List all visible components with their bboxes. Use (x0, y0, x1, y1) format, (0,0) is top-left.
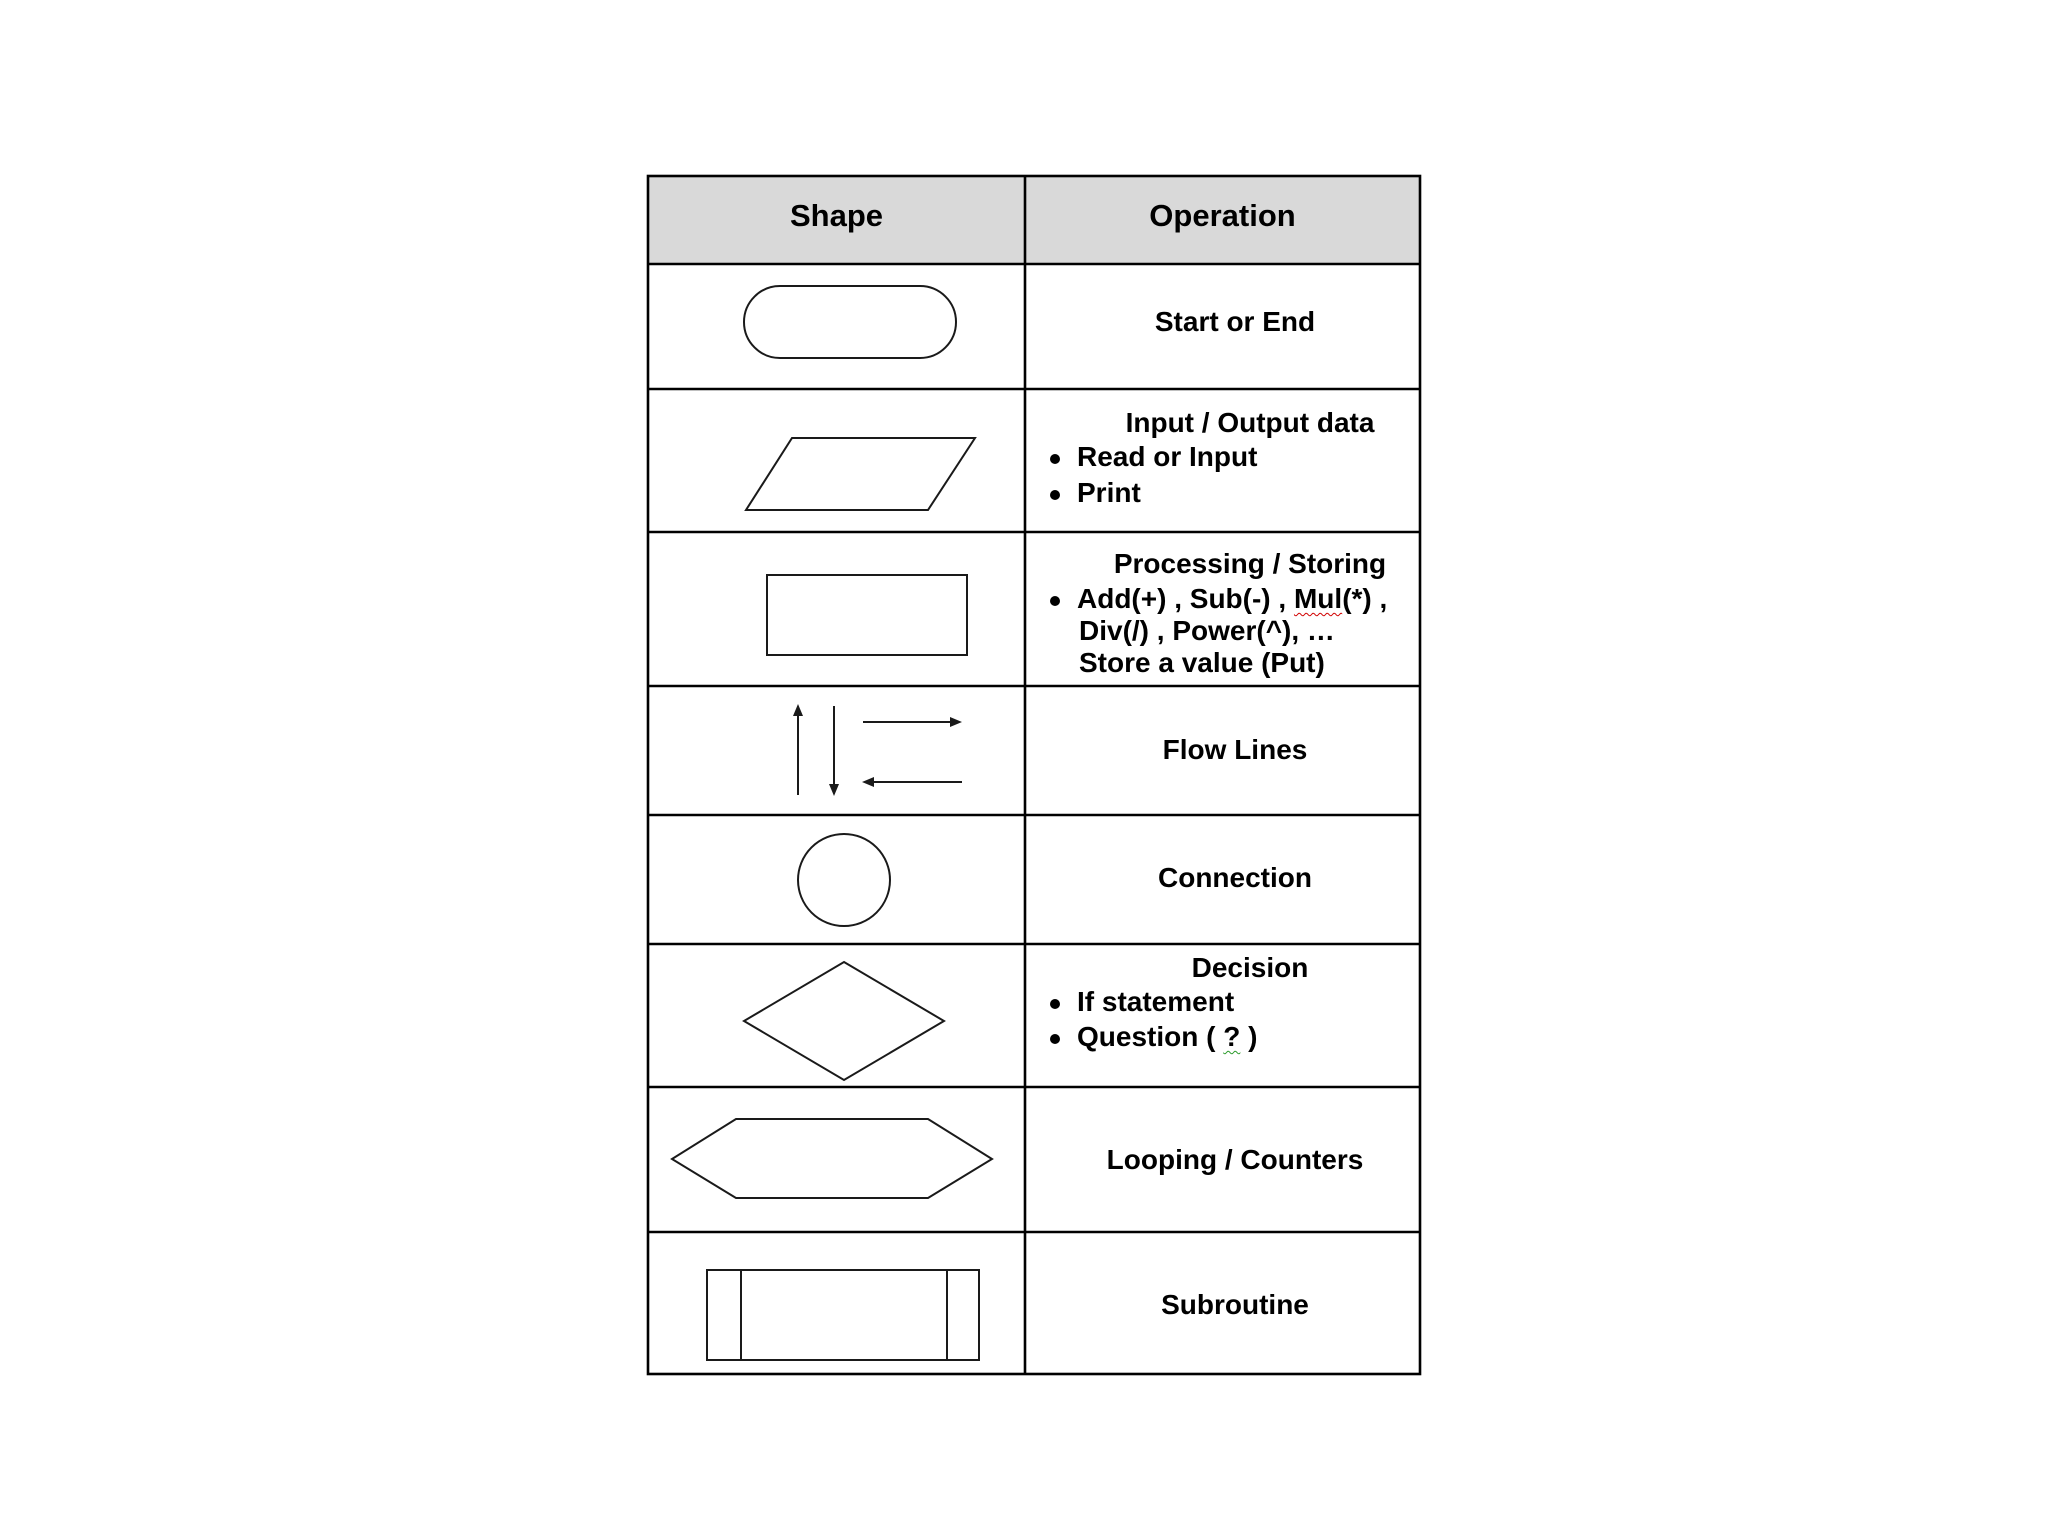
question-suffix: ) (1240, 1021, 1258, 1052)
continuation-store-value: Store a value (Put) (1079, 647, 1325, 678)
bullet-read-or-input: Read or Input (1077, 441, 1258, 472)
predefined-process-icon (707, 1270, 979, 1360)
question-prefix: Question ( (1077, 1021, 1224, 1052)
operation-looping-counters: Looping / Counters (1106, 1144, 1364, 1175)
bullet-print: Print (1077, 477, 1141, 508)
table-grid (648, 176, 1420, 1374)
hexagon-icon (672, 1119, 992, 1198)
parallelogram-icon (746, 438, 975, 510)
arith-prefix: Add(+) , Sub(-) , (1077, 583, 1294, 614)
flow-arrows-icon (793, 704, 962, 796)
operation-start-or-end: Start or End (1154, 306, 1316, 337)
spellcheck-question-mark: ? (1223, 1021, 1241, 1052)
operation-flow-lines: Flow Lines (1162, 734, 1308, 765)
bullet-dot (1050, 454, 1060, 464)
bullet-dot (1050, 999, 1060, 1009)
bullet-dot (1050, 490, 1060, 500)
operation-decision-title: Decision (1191, 952, 1309, 983)
diamond-icon (744, 962, 944, 1080)
header-operation: Operation (1149, 198, 1296, 233)
header-shape: Shape (789, 198, 884, 233)
arith-suffix: (*) , (1342, 583, 1388, 614)
bullet-arithmetic-ops (1077, 583, 1387, 615)
bullet-dot (1050, 596, 1060, 606)
bullet-question (1077, 1021, 1257, 1053)
terminator-oval-icon (744, 286, 956, 358)
operation-processing-storing-title: Processing / Storing (1113, 548, 1387, 579)
rectangle-icon (767, 575, 967, 655)
continuation-div-power: Div(/) , Power(^), … (1079, 615, 1335, 646)
operation-subroutine: Subroutine (1161, 1289, 1309, 1320)
operation-connection: Connection (1158, 862, 1312, 893)
spellcheck-mul: Mul (1293, 583, 1343, 614)
operation-input-output-title: Input / Output data (1125, 407, 1375, 438)
bullet-dot (1050, 1034, 1060, 1044)
bullet-if-statement: If statement (1077, 986, 1235, 1017)
connector-circle-icon (798, 834, 890, 926)
